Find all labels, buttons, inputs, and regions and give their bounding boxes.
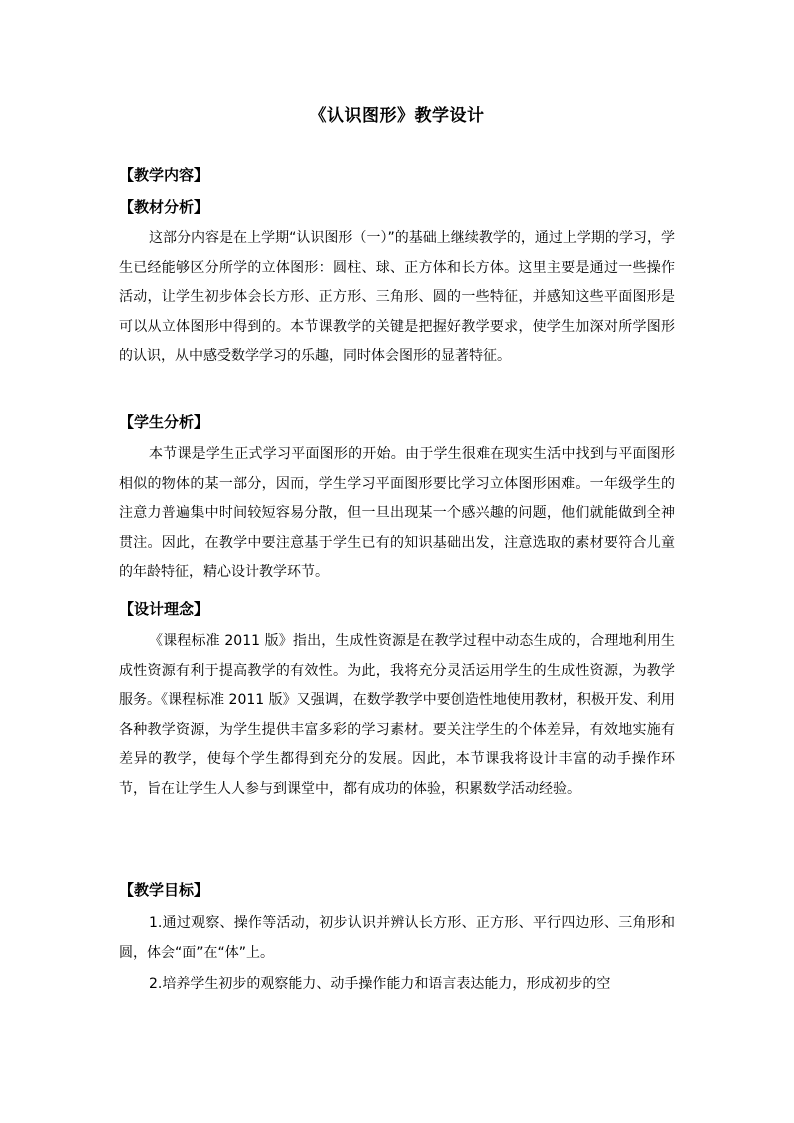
- teaching-goal-1: 1.通过观察、操作等活动，初步认识并辨认长方形、正方形、平行四边形、三角形和圆，体会“面”在“体”上。: [119, 915, 675, 961]
- design-concept-paragraph: 《课程标准 2011 版》指出，生成性资源是在教学过程中动态生成的，合理地利用生成性资源有利于提高教学的有效性。为此，我将充分灵活运用学生的生成性资源，为教学服务。《课程标准 2011 版》又强调，在数学教学中要创造性地使用教材，积极开发、利用各种教学资源，为学生提供丰富多彩的学习素材。要关注学生的个体差异，有效地实施有差异的教学，使每个学生都得到充分的发展。因此，本节课我将设计丰富的动手操作环节，旨在让学生人人参与到课堂中，都有成功的体验，积累数学活动经验。: [119, 633, 675, 797]
- section-heading-design-concept: 【设计理念】: [119, 600, 210, 618]
- section-heading-teaching-goals: 【教学目标】: [119, 881, 210, 899]
- section-heading-teaching-content: 【教学内容】: [119, 166, 210, 184]
- student-analysis-paragraph: 本节课是学生正式学习平面图形的开始。由于学生很难在现实生活中找到与平面图形相似的物体的某一部分，因而，学生学习平面图形要比学习立体图形困难。一年级学生的注意力普遍集中时间较短容易分散，但一旦出现某一个感兴趣的问题，他们就能做到全神贯注。因此，在教学中要注意基于学生已有的知识基础出发，注意选取的素材要符合儿童的年龄特征，精心设计教学环节。: [119, 446, 675, 580]
- teaching-goal-2: 2.培养学生初步的观察能力、动手操作能力和语言表达能力，形成初步的空: [149, 976, 611, 992]
- section-heading-student-analysis: 【学生分析】: [119, 413, 210, 431]
- section-heading-material-analysis: 【教材分析】: [119, 198, 210, 216]
- document-title: 《认识图形》教学设计: [309, 106, 485, 126]
- material-analysis-paragraph: 这部分内容是在上学期“认识图形（一）”的基础上继续教学的，通过上学期的学习，学生已经能够区分所学的立体图形：圆柱、球、正方体和长方体。这里主要是通过一些操作活动，让学生初步体会长方形、正方形、三角形、圆的一些特征，并感知这些平面图形是可以从立体图形中得到的。本节课教学的关键是把握好教学要求，使学生加深对所学图形的认识，从中感受数学学习的乐趣，同时体会图形的显著特征。: [119, 230, 675, 364]
